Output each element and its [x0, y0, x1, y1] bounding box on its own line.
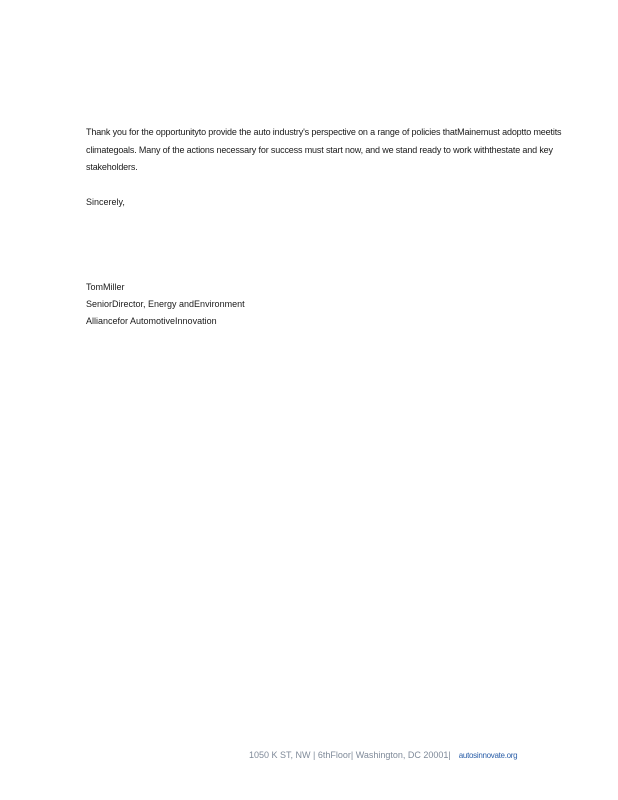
signer-name: TomMiller — [86, 282, 125, 292]
signer-organization: Alliancefor AutomotiveInnovation — [86, 316, 217, 326]
footer-website-link[interactable]: autosinnovate.org — [458, 751, 518, 760]
letter-body-paragraph: Thank you for the opportunityto provide the auto industry's perspective on a range of policies thatMainemust adoptto meetits climategoals. Many of the actions necessary for success must start now, and we stand ready to work withthestate and key stakeholders. — [86, 127, 562, 172]
signature-block — [86, 279, 245, 330]
letter-closing: Sincerely, — [86, 197, 125, 207]
page-footer — [249, 746, 517, 765]
footer-address: 1050 K ST, NW | 6thFloor| Washington, DC 20001| — [249, 750, 451, 760]
signer-title: SeniorDirector, Energy andEnvironment — [86, 299, 245, 309]
